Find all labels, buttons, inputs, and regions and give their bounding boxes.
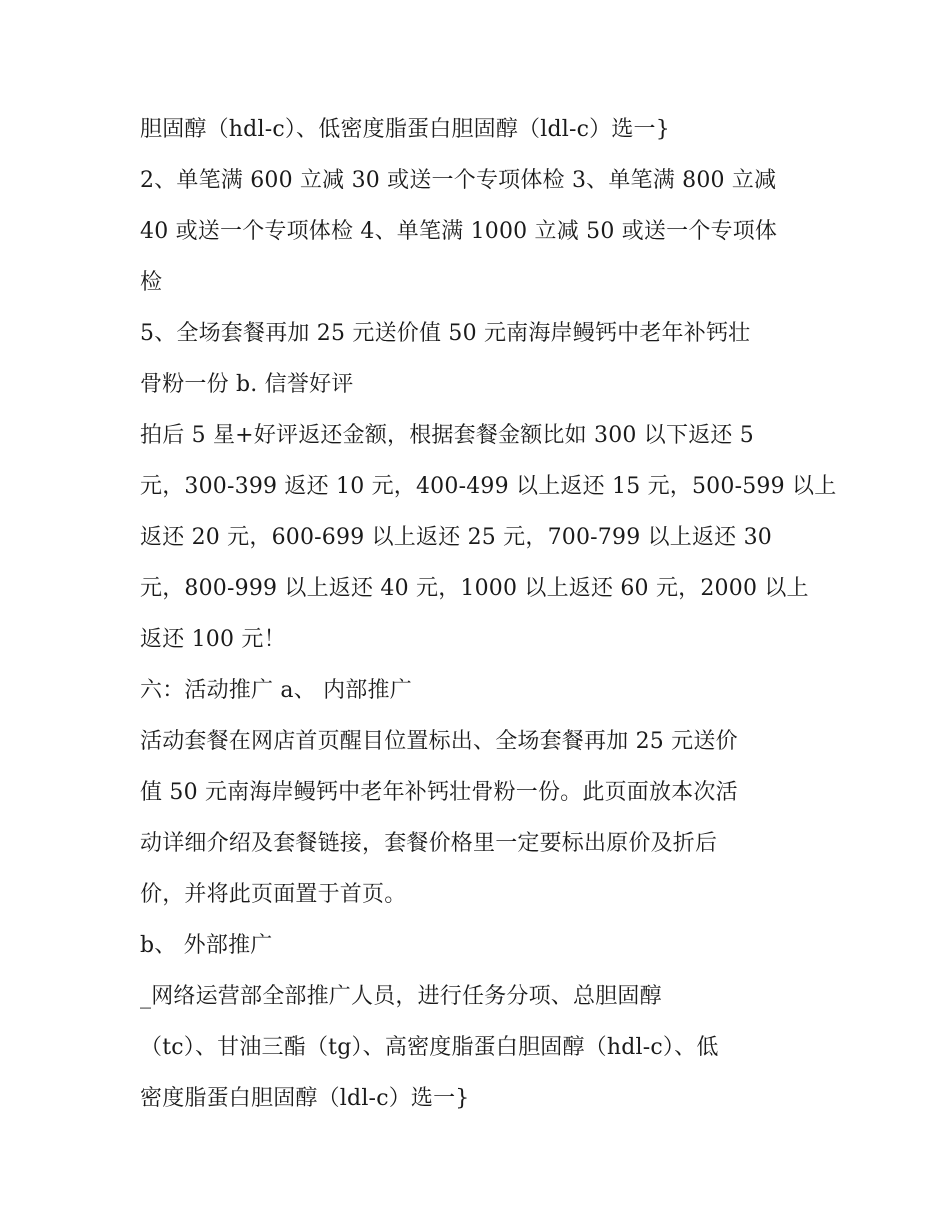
- document-body: [140, 104, 837, 1124]
- text-line: _网络运营部全部推广人员，进行任务分项、总胆固醇: [140, 984, 662, 1009]
- section-heading: b、 外部推广: [140, 933, 273, 958]
- text-line: 元，300-399 返还 10 元，400-499 以上返还 15 元，500-599 以上: [140, 474, 837, 499]
- text-line: 40 或送一个专项体检 4、单笔满 1000 立减 50 或送一个专项体: [140, 219, 778, 244]
- section-heading: 六：活动推广 a、 内部推广: [140, 678, 412, 703]
- text-line: 返还 20 元，600-699 以上返还 25 元，700-799 以上返还 30: [140, 525, 772, 550]
- text-line: 动详细介绍及套餐链接，套餐价格里一定要标出原价及折后: [140, 831, 718, 856]
- text-line: （tc）、甘油三酯（tg）、高密度脂蛋白胆固醇（hdl-c）、低: [140, 1035, 719, 1060]
- text-line: 拍后 5 星+好评返还金额，根据套餐金额比如 300 以下返还 5: [140, 423, 754, 448]
- text-line: 元，800-999 以上返还 40 元，1000 以上返还 60 元，2000 以上: [140, 576, 809, 601]
- text-line: 骨粉一份 b. 信誉好评: [140, 372, 354, 397]
- text-line: 活动套餐在网店首页醒目位置标出、全场套餐再加 25 元送价: [140, 729, 738, 754]
- text-line: 5、全场套餐再加 25 元送价值 50 元南海岸鳗钙中老年补钙壮: [140, 321, 751, 346]
- text-line: 返还 100 元！: [140, 627, 286, 652]
- text-line: 价，并将此页面置于首页。: [140, 882, 407, 907]
- text-line: 2、单笔满 600 立减 30 或送一个专项体检 3、单笔满 800 立减: [140, 168, 777, 193]
- text-line: 检: [140, 270, 163, 295]
- text-line: 值 50 元南海岸鳗钙中老年补钙壮骨粉一份。此页面放本次活: [140, 780, 738, 805]
- text-line: 胆固醇（hdl-c）、低密度脂蛋白胆固醇（ldl-c）选一}: [140, 117, 670, 142]
- text-line: 密度脂蛋白胆固醇（ldl-c）选一}: [140, 1086, 470, 1111]
